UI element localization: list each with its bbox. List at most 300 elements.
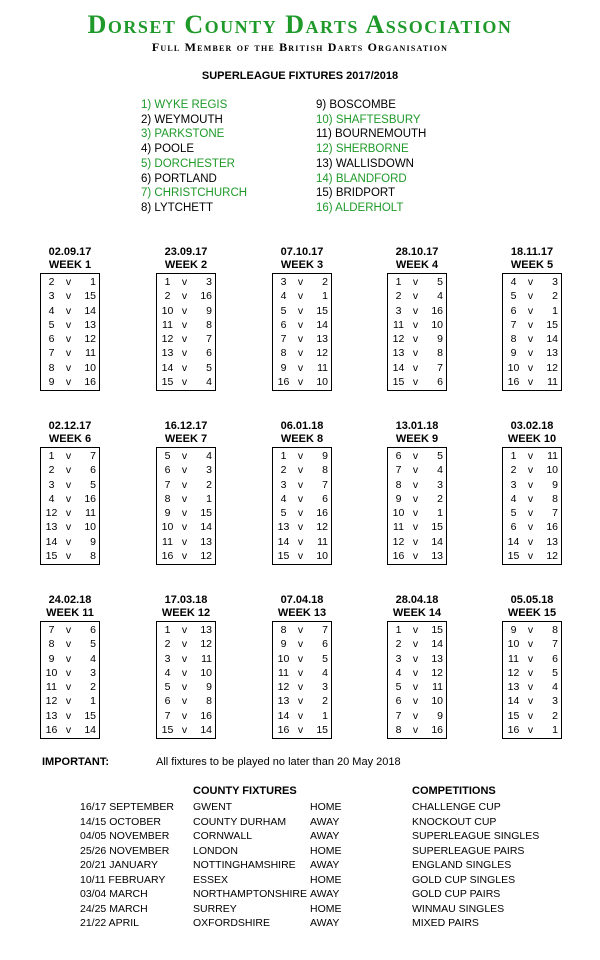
week-label: WEEK 8 [280,433,324,445]
versus-label: v [181,464,188,477]
versus-label: v [181,492,188,505]
home-team-number: 3 [48,478,55,491]
fixture-row [388,723,446,737]
versus-label: v [297,535,304,548]
fixture-row [503,535,561,549]
versus-label: v [527,666,534,679]
fixture-box [387,621,447,739]
competition-list [412,800,539,931]
away-team-number: 8 [90,550,96,563]
association-title: Dorset County Darts Association [87,10,513,39]
versus-label: v [412,347,419,360]
away-team-number: 4 [437,464,443,477]
away-team-number: 8 [206,318,212,331]
home-team-number: 15 [277,550,290,563]
fixture-row [388,463,446,477]
home-team-number: 6 [510,521,517,534]
away-team-number: 9 [437,709,443,722]
home-team-number: 9 [510,347,517,360]
competitions-heading: COMPETITIONS [412,785,496,797]
fixture-row [41,346,99,360]
versus-label: v [181,638,188,651]
away-team-number: 10 [84,521,96,534]
important-note: All fixtures to be played no later than 20 May 2018 [156,756,401,768]
home-team-number: 10 [507,638,520,651]
fixture-row [157,535,215,549]
versus-label: v [527,709,534,722]
home-team-number: 16 [161,550,174,563]
county-fixture-date: 25/26 NOVEMBER [80,844,170,857]
home-team-number: 3 [280,276,287,288]
away-team-number: 8 [552,492,558,505]
versus-label: v [527,361,534,374]
fixture-row [503,666,561,680]
away-team-number: 3 [552,695,558,708]
home-team-number: 14 [277,709,290,722]
away-team-number: 2 [552,290,558,303]
fixture-row [157,304,215,318]
versus-label: v [297,724,304,737]
fixture-row [273,709,331,723]
fixture-row [41,709,99,723]
away-team-number: 13 [431,652,443,665]
away-team-number: 10 [431,318,443,331]
team-item: 8) LYTCHETT [141,201,213,214]
versus-label: v [527,624,534,636]
home-team-number: 3 [510,478,517,491]
versus-label: v [412,492,419,505]
versus-label: v [181,521,188,534]
away-team-number: 14 [546,333,558,346]
fixture-row [157,549,215,563]
fixture-row [388,449,446,463]
week-date: 06.01.18 [280,420,324,432]
fixture-row [388,478,446,492]
away-team-number: 2 [90,681,96,694]
competition-item: GOLD CUP PAIRS [412,888,501,900]
week-date: 16.12.17 [164,420,208,432]
away-team-number: 3 [206,276,212,288]
fixture-row [41,361,99,375]
away-team-number: 11 [432,681,443,694]
home-team-number: 7 [280,333,287,346]
fixture-box [387,273,447,391]
away-team-number: 15 [200,507,212,520]
fixture-row [388,289,446,303]
versus-label: v [297,709,304,722]
week-block [40,420,100,565]
home-team-number: 9 [48,652,55,665]
competition-item: CHALLENGE CUP [412,801,501,813]
fixture-row [503,332,561,346]
versus-label: v [181,361,188,374]
away-team-number: 11 [317,535,328,548]
home-team-number: 7 [48,624,55,636]
fixture-row [388,332,446,346]
home-team-number: 4 [280,290,287,303]
fixture-row [273,637,331,651]
away-team-number: 7 [552,638,558,651]
fixture-row [41,304,99,318]
home-team-number: 15 [161,376,174,389]
fixture-row [157,346,215,360]
fixture-row [503,652,561,666]
away-team-number: 3 [206,464,212,477]
team-list-right [316,98,426,216]
county-fixture-opponent: CORNWALL [193,830,253,842]
fixture-row [503,723,561,737]
home-team-number: 2 [395,638,402,651]
versus-label: v [527,304,534,317]
county-fixture-venue: HOME [310,844,342,857]
fixture-row [157,723,215,737]
away-team-number: 8 [437,347,443,360]
county-fixture-venue: HOME [310,801,342,813]
home-team-number: 12 [45,695,58,708]
county-fixture-opponent: ESSEX [193,873,229,886]
fixture-row [503,623,561,637]
away-team-number: 14 [431,638,443,651]
fixture-row [157,666,215,680]
home-team-number: 2 [164,638,171,651]
week-block [156,420,216,565]
fixture-row [41,549,99,563]
versus-label: v [527,521,534,534]
away-team-number: 10 [431,695,443,708]
away-team-number: 14 [84,724,96,737]
away-team-number: 8 [552,624,558,636]
versus-label: v [527,681,534,694]
away-team-number: 11 [547,450,558,462]
home-team-number: 5 [280,507,287,520]
home-team-number: 5 [48,318,55,331]
week-block [272,420,332,565]
week-date: 07.04.18 [280,594,324,606]
fixture-row [503,637,561,651]
fixture-row [157,680,215,694]
home-team-number: 3 [48,290,55,303]
fixture-row [273,332,331,346]
fixture-row [503,520,561,534]
county-fixture-date: 10/11 FEBRUARY [80,873,166,886]
fixture-row [41,492,99,506]
versus-label: v [297,550,304,563]
fixture-row [388,346,446,360]
versus-label: v [181,347,188,360]
versus-label: v [181,709,188,722]
home-team-number: 7 [164,478,171,491]
fixture-row [503,492,561,506]
week-label: WEEK 3 [280,259,324,271]
fixture-row [503,318,561,332]
home-team-number: 4 [395,666,402,679]
week-date: 02.09.17 [48,246,92,258]
away-team-number: 9 [437,333,443,346]
home-team-number: 8 [280,347,287,360]
county-fixture-opponent: OXFORDSHIRE [193,917,271,929]
fixture-row [41,478,99,492]
home-team-number: 14 [277,535,290,548]
home-team-number: 4 [510,492,517,505]
team-item: 14) BLANDFORD [316,172,407,185]
away-team-number: 6 [206,347,212,360]
away-team-number: 13 [546,535,558,548]
away-team-number: 7 [322,624,328,636]
away-team-number: 13 [546,347,558,360]
fixture-row [273,723,331,737]
fixture-row [41,680,99,694]
away-team-number: 9 [90,535,96,548]
fixture-row [503,449,561,463]
county-fixture-date: 14/15 OCTOBER [80,815,161,828]
home-team-number: 10 [161,521,174,534]
home-team-number: 6 [164,464,171,477]
versus-label: v [297,492,304,505]
away-team-number: 3 [90,666,96,679]
away-team-number: 3 [437,478,443,491]
fixture-row [388,666,446,680]
fixture-row [273,492,331,506]
week-label: WEEK 15 [507,607,557,619]
away-team-number: 11 [547,376,558,389]
away-team-number: 4 [552,681,558,694]
county-fixture-date: 04/05 NOVEMBER [80,830,170,842]
home-team-number: 1 [510,450,517,462]
home-team-number: 7 [48,347,55,360]
fixture-row [41,694,99,708]
home-team-number: 11 [46,681,57,694]
county-fixture-venue: AWAY [310,888,340,900]
versus-label: v [181,333,188,346]
versus-label: v [65,724,72,737]
home-team-number: 1 [48,450,55,462]
versus-label: v [297,478,304,491]
team-item: 4) POOLE [141,143,195,156]
week-date: 23.09.17 [164,246,208,258]
fixture-row [388,375,446,389]
home-team-number: 13 [392,347,405,360]
home-team-number: 10 [161,304,174,317]
county-fixtures-heading: COUNTY FIXTURES [193,785,297,797]
away-team-number: 16 [316,507,328,520]
versus-label: v [181,304,188,317]
home-team-number: 4 [48,492,55,505]
versus-label: v [65,318,72,331]
week-label: WEEK 11 [46,607,94,619]
versus-label: v [297,450,304,462]
home-team-number: 10 [392,507,405,520]
fixture-box [272,621,332,739]
versus-label: v [412,361,419,374]
week-label: WEEK 1 [48,259,92,271]
county-fixture-venue: HOME [310,873,342,886]
away-team-number: 1 [90,276,96,288]
home-team-number: 5 [395,681,402,694]
fixture-row [157,709,215,723]
home-team-number: 12 [161,333,174,346]
away-team-number: 13 [431,550,443,563]
week-block [502,594,562,739]
fixture-row [503,463,561,477]
fixture-row [388,623,446,637]
fixture-row [273,535,331,549]
away-team-number: 6 [90,624,96,636]
home-team-number: 7 [395,464,402,477]
fixture-row [157,637,215,651]
important-label: IMPORTANT: [42,756,110,768]
home-team-number: 6 [510,304,517,317]
versus-label: v [412,638,419,651]
versus-label: v [65,624,72,636]
fixture-row [503,361,561,375]
fixture-row [41,506,99,520]
home-team-number: 16 [507,724,520,737]
week-date: 28.10.17 [395,246,439,258]
versus-label: v [527,450,534,462]
versus-label: v [527,464,534,477]
versus-label: v [65,652,72,665]
away-team-number: 10 [84,361,96,374]
away-team-number: 9 [206,681,212,694]
away-team-number: 15 [316,304,328,317]
week-label: WEEK 9 [395,433,439,445]
home-team-number: 8 [164,492,171,505]
versus-label: v [181,724,188,737]
versus-label: v [297,347,304,360]
fixture-row [41,652,99,666]
home-team-number: 8 [48,638,55,651]
versus-label: v [181,478,188,491]
week-date: 24.02.18 [48,594,92,606]
versus-label: v [297,361,304,374]
home-team-number: 5 [510,507,517,520]
versus-label: v [527,376,534,389]
away-team-number: 13 [200,535,212,548]
fixture-row [388,680,446,694]
home-team-number: 16 [507,376,520,389]
fixture-row [273,666,331,680]
fixture-box [502,621,562,739]
home-team-number: 2 [48,276,55,288]
home-team-number: 15 [507,709,520,722]
versus-label: v [65,521,72,534]
away-team-number: 4 [90,652,96,665]
fixture-row [388,304,446,318]
county-fixture-venues [310,800,342,931]
week-label: WEEK 10 [507,433,557,445]
association-subtitle: Full Member of the British Darts Organisation [151,40,449,54]
versus-label: v [181,624,188,636]
fixture-row [503,506,561,520]
home-team-number: 6 [280,318,287,331]
home-team-number: 6 [48,333,55,346]
county-fixture-dates [80,800,174,931]
versus-label: v [412,304,419,317]
away-team-number: 1 [552,304,558,317]
versus-label: v [297,624,304,636]
team-item: 7) CHRISTCHURCH [141,187,248,200]
versus-label: v [65,347,72,360]
week-block [502,246,562,391]
versus-label: v [181,376,188,389]
fixture-row [388,318,446,332]
versus-label: v [297,681,304,694]
versus-label: v [297,333,304,346]
versus-label: v [297,652,304,665]
fixture-row [388,275,446,289]
away-team-number: 15 [84,290,96,303]
fixture-box [502,447,562,565]
away-team-number: 14 [431,535,443,548]
week-block [387,420,447,565]
versus-label: v [297,276,304,288]
fixture-row [503,275,561,289]
home-team-number: 6 [164,695,171,708]
fixture-row [273,549,331,563]
away-team-number: 5 [437,276,443,288]
versus-label: v [412,666,419,679]
versus-label: v [65,638,72,651]
home-team-number: 2 [395,290,402,303]
away-team-number: 12 [200,638,212,651]
versus-label: v [412,550,419,563]
away-team-number: 10 [546,464,558,477]
home-team-number: 9 [280,361,287,374]
away-team-number: 11 [201,652,212,665]
fixture-row [157,694,215,708]
versus-label: v [527,492,534,505]
versus-label: v [527,333,534,346]
fixture-row [273,520,331,534]
home-team-number: 16 [277,376,290,389]
home-team-number: 9 [280,638,287,651]
fixture-row [41,449,99,463]
home-team-number: 15 [161,724,174,737]
away-team-number: 3 [552,276,558,288]
week-block [272,594,332,739]
week-date: 05.05.18 [510,594,554,606]
away-team-number: 16 [84,492,96,505]
home-team-number: 4 [164,666,171,679]
home-team-number: 3 [395,652,402,665]
team-item: 2) WEYMOUTH [141,113,223,126]
week-block [40,594,100,739]
fixtures-heading: SUPERLEAGUE FIXTURES 2017/2018 [201,70,399,82]
versus-label: v [412,681,419,694]
competition-item: SUPERLEAGUE SINGLES [412,830,540,842]
competition-item: SUPERLEAGUE PAIRS [412,844,525,857]
home-team-number: 14 [161,361,174,374]
home-team-number: 1 [164,624,171,636]
versus-label: v [412,724,419,737]
home-team-number: 2 [280,464,287,477]
fixture-box [40,447,100,565]
versus-label: v [527,535,534,548]
home-team-number: 8 [280,624,287,636]
away-team-number: 2 [437,492,443,505]
away-team-number: 16 [200,709,212,722]
versus-label: v [527,724,534,737]
home-team-number: 4 [280,492,287,505]
home-team-number: 6 [395,450,402,462]
home-team-number: 13 [277,521,290,534]
away-team-number: 6 [552,652,558,665]
fixture-row [273,361,331,375]
home-team-number: 1 [395,276,402,288]
home-team-number: 10 [277,652,290,665]
away-team-number: 5 [437,450,443,462]
away-team-number: 16 [431,724,443,737]
